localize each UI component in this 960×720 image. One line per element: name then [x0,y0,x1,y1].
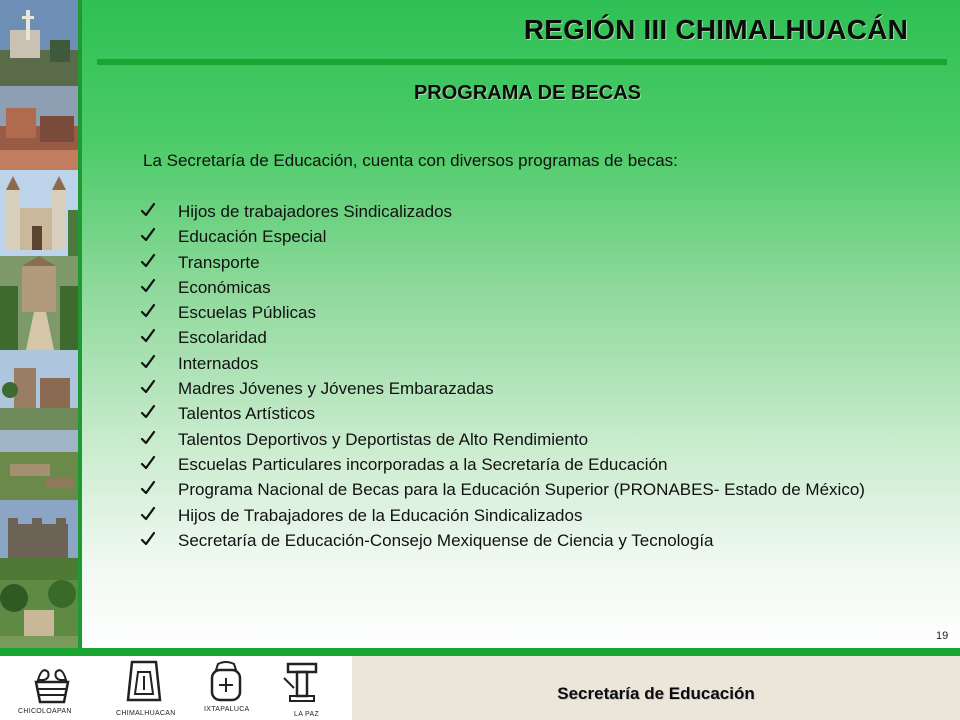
tools-glyph-icon [282,660,322,704]
photo-archaeological-site [0,430,78,500]
logo-chimalhuacan [104,660,184,704]
footer-title: Secretaría de Educación [557,684,755,703]
list-item [140,452,880,477]
region-title: REGIÓN III CHIMALHUACÁN [523,14,908,45]
logo-ixtapaluca [186,660,266,704]
list-item [140,250,880,275]
list-item-label: Escuelas Particulares incorporadas a la Secretaría de Educación [178,454,668,474]
list-item-label: Programa Nacional de Becas para la Educación Superior (PRONABES- Estado de México) [178,480,865,500]
logo-caption-chimalhuacan: CHIMALHUACAN [116,710,176,717]
checkmark-icon [140,480,156,496]
list-item-label: Madres Jóvenes y Jóvenes Embarazadas [178,379,494,399]
list-item [140,199,880,224]
title-divider [97,59,947,65]
photo-plaza [0,350,78,430]
footer-divider [0,648,960,656]
list-item-label: Talentos Artísticos [178,404,316,424]
list-item-label: Escuelas Públicas [178,303,316,323]
list-item [140,528,880,553]
photo-street [0,256,78,350]
list-item-label: Secretaría de Educación-Consejo Mexiquense de Ciencia y Tecnología [178,530,714,550]
becas-list [140,199,880,553]
checkmark-icon [140,227,156,243]
list-item-label: Internados [178,353,259,373]
list-item-label: Hijos de trabajadores Sindicalizados [178,202,453,221]
checkmark-icon [140,379,156,395]
list-item [140,401,880,426]
logo-caption-chicoloapan: CHICOLOAPAN [18,708,72,715]
list-item [140,427,880,452]
logo-caption-ixtapaluca: IXTAPALUCA [204,706,250,713]
checkmark-icon [140,278,156,294]
intro-text: La Secretaría de Educación, cuenta con diversos programas de becas: [143,151,678,170]
pot-glyph-icon [206,660,246,704]
page-number: 19 [936,630,949,642]
checkmark-icon [140,202,156,218]
logo-chicoloapan [12,660,92,706]
checkmark-icon [140,354,156,370]
birds-basket-icon [28,660,76,706]
photo-monument [0,0,78,86]
list-item [140,376,880,401]
photo-garden [0,580,78,648]
checkmark-icon [140,303,156,319]
logo-la-paz [262,660,342,704]
list-item [140,224,880,249]
checkmark-icon [140,455,156,471]
photo-fortress [0,500,78,580]
shield-glyph-icon [124,660,164,704]
list-item [140,351,880,376]
checkmark-icon [140,430,156,446]
list-item-label: Escolaridad [178,328,267,348]
list-item-label: Económicas [178,277,271,297]
photo-church [0,170,78,256]
list-item-label: Hijos de Trabajadores de la Educación Sindicalizados [178,505,583,525]
list-item [140,325,880,350]
program-title: PROGRAMA DE BECAS [413,82,642,104]
checkmark-icon [140,506,156,522]
list-item [140,275,880,300]
list-item-label: Transporte [178,252,260,272]
logo-caption-la-paz: LA PAZ [294,711,320,718]
checkmark-icon [140,531,156,547]
list-item [140,503,880,528]
checkmark-icon [140,253,156,269]
checkmark-icon [140,328,156,344]
list-item-label: Educación Especial [178,227,327,247]
list-item [140,477,880,502]
checkmark-icon [140,404,156,420]
list-item [140,300,880,325]
list-item-label: Talentos Deportivos y Deportistas de Alto Rendimiento [178,429,589,449]
